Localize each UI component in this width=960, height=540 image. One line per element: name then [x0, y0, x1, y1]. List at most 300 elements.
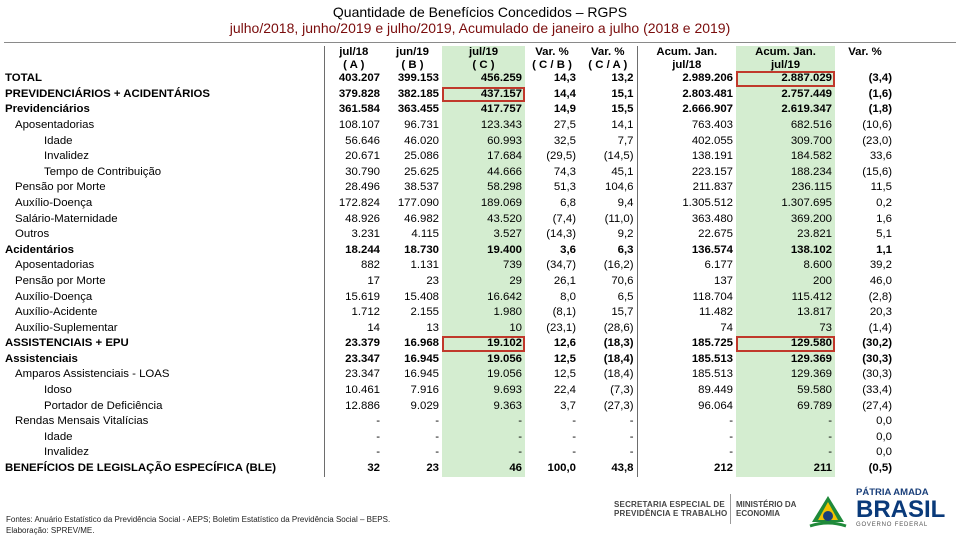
- row-label: Amparos Assistenciais - LOAS: [2, 367, 324, 383]
- cell-value: -: [572, 446, 576, 459]
- cell-value: 15.619: [345, 290, 380, 303]
- table-row: [2, 196, 895, 212]
- cell-value: (34,7): [546, 259, 576, 272]
- cell-value: 9.363: [442, 399, 525, 415]
- table-row: [2, 367, 895, 383]
- cell-value: 28.496: [345, 181, 380, 194]
- cell-value: -: [579, 445, 637, 461]
- cell-value: 399.153: [397, 72, 439, 85]
- cell-value: 89.449: [698, 384, 733, 397]
- cell-value: 223.157: [691, 165, 733, 178]
- cell-value: 13,2: [579, 71, 637, 87]
- cell-value: 185.725: [691, 337, 733, 350]
- cell-value: 96.731: [404, 118, 439, 131]
- cell-value: 17.684: [442, 149, 525, 165]
- cell-value: 6.177: [704, 259, 733, 272]
- cell-value: 3.527: [442, 227, 525, 243]
- cell-value: (23,0): [862, 134, 892, 147]
- cell-value: 70,6: [579, 274, 637, 290]
- cell-value: (30,3): [862, 368, 892, 381]
- cell-value: (33,4): [862, 384, 892, 397]
- brazil-flag-icon: [808, 492, 848, 530]
- table-row: [2, 118, 895, 134]
- cell-value: 137: [713, 274, 733, 287]
- col-header: jul/18: [339, 46, 369, 58]
- cell-value: 882: [360, 259, 380, 272]
- cell-value: 43.520: [442, 212, 525, 228]
- cell-value: 200: [736, 274, 835, 290]
- cell-value: 25.625: [404, 165, 439, 178]
- row-label: PREVIDENCIÁRIOS + ACIDENTÁRIOS: [2, 87, 324, 103]
- col-header: jul/19: [442, 46, 525, 59]
- cell-value: -: [376, 446, 380, 459]
- col-header: Var. %: [579, 46, 637, 59]
- cell-value: 7.916: [410, 384, 439, 397]
- table-row: [2, 212, 895, 228]
- cell-value: 1.307.695: [736, 196, 835, 212]
- table-row: [2, 461, 895, 477]
- cell-value: 23.347: [345, 352, 380, 365]
- secretaria-logo: [614, 500, 727, 518]
- cell-value: 1.712: [351, 306, 380, 319]
- cell-value: 16.968: [404, 337, 439, 350]
- cell-value: 138.102: [736, 243, 835, 259]
- cell-value: 15.408: [404, 290, 439, 303]
- cell-value: 0,0: [876, 430, 892, 443]
- cell-value: 32,5: [553, 134, 576, 147]
- row-label: Idoso: [2, 383, 324, 399]
- page-title: Quantidade de Benefícios Concedidos – RGPS: [332, 4, 628, 20]
- cell-value: 96.064: [698, 399, 733, 412]
- cell-value: (16,2): [579, 258, 637, 274]
- col-header: Var. %: [848, 46, 882, 58]
- row-label: Aposentadorias: [2, 118, 324, 134]
- brand-brasil: BRASIL: [856, 496, 946, 523]
- cell-value: 74: [720, 321, 733, 334]
- cell-value: 138.191: [691, 150, 733, 163]
- cell-value: -: [442, 414, 525, 430]
- table-row: [2, 71, 895, 87]
- footer-prepared: Elaboração: SPREV/ME.: [6, 526, 95, 535]
- cell-value: 30.790: [345, 165, 380, 178]
- cell-value: 1.980: [442, 305, 525, 321]
- cell-value: 1,6: [876, 212, 892, 225]
- table-row: [2, 274, 895, 290]
- cell-value: 15,1: [579, 87, 637, 103]
- row-label: TOTAL: [2, 71, 324, 87]
- cell-value: 1.305.512: [682, 196, 733, 209]
- cell-value: -: [579, 414, 637, 430]
- cell-value: -: [442, 445, 525, 461]
- row-label: Idade: [2, 134, 324, 150]
- brand-patria: PÁTRIA AMADA: [856, 487, 929, 498]
- logo-divider: [730, 494, 731, 524]
- cell-value: 16.945: [404, 368, 439, 381]
- cell-value: (11,0): [579, 212, 637, 228]
- cell-value: 19.056: [442, 352, 525, 368]
- cell-value: 7,7: [579, 134, 637, 150]
- cell-value: -: [572, 430, 576, 443]
- cell-value: 177.090: [397, 196, 439, 209]
- cell-value: -: [376, 430, 380, 443]
- cell-value: 39,2: [869, 259, 892, 272]
- cell-value: (15,6): [862, 165, 892, 178]
- cell-value: 16.945: [404, 352, 439, 365]
- cell-value: 129.580: [736, 336, 835, 352]
- secretaria-line2: PREVIDÊNCIA E TRABALHO: [614, 509, 728, 518]
- cell-value: (1,8): [868, 103, 892, 116]
- cell-value: -: [736, 414, 835, 430]
- col-subheader: ( C / A ): [579, 59, 637, 72]
- row-label: Auxílio-Doença: [2, 290, 324, 306]
- cell-value: 46,0: [869, 274, 892, 287]
- cell-value: 115.412: [736, 290, 835, 306]
- cell-value: -: [736, 430, 835, 446]
- cell-value: (29,5): [546, 150, 576, 163]
- row-label: Pensão por Morte: [2, 180, 324, 196]
- table-row: [2, 383, 895, 399]
- cell-value: 23.821: [736, 227, 835, 243]
- cell-value: 2.155: [410, 306, 439, 319]
- cell-value: 19.102: [442, 336, 525, 352]
- cell-value: 2.619.347: [736, 102, 835, 118]
- cell-value: 104,6: [579, 180, 637, 196]
- table-row: [2, 243, 895, 259]
- cell-value: 417.757: [442, 102, 525, 118]
- cell-value: 48.926: [345, 212, 380, 225]
- cell-value: 11,5: [870, 181, 892, 194]
- cell-value: 14,1: [579, 118, 637, 134]
- brand-governo: GOVERNO FEDERAL: [856, 522, 929, 528]
- cell-value: 46.982: [404, 212, 439, 225]
- cell-value: 1,1: [876, 243, 892, 256]
- cell-value: 2.757.449: [736, 87, 835, 103]
- cell-value: 129.369: [736, 352, 835, 368]
- cell-value: 23: [426, 462, 439, 475]
- cell-value: -: [729, 415, 733, 428]
- cell-value: 382.185: [397, 87, 439, 100]
- table-row: [2, 134, 895, 150]
- cell-value: 16.642: [442, 290, 525, 306]
- col-subheader: ( C ): [442, 59, 525, 72]
- cell-value: -: [572, 415, 576, 428]
- cell-value: (2,8): [868, 290, 892, 303]
- cell-value: 12,6: [553, 337, 576, 350]
- row-label: Auxílio-Doença: [2, 196, 324, 212]
- cell-value: (7,3): [579, 383, 637, 399]
- cell-value: 212: [713, 462, 733, 475]
- row-label: Invalidez: [2, 445, 324, 461]
- cell-value: 129.369: [736, 367, 835, 383]
- table-row: [2, 414, 895, 430]
- cell-value: 23.379: [345, 337, 380, 350]
- row-label: Auxílio-Acidente: [2, 305, 324, 321]
- cell-value: 29: [442, 274, 525, 290]
- cell-value: 3.231: [351, 228, 380, 241]
- row-label: Auxílio-Suplementar: [2, 321, 324, 337]
- cell-value: 172.824: [338, 196, 380, 209]
- cell-value: 9,2: [579, 227, 637, 243]
- cell-value: (14,5): [579, 149, 637, 165]
- cell-value: 11.482: [699, 306, 733, 319]
- table-row: [2, 87, 895, 103]
- cell-value: -: [376, 415, 380, 428]
- cell-value: 0,0: [876, 415, 892, 428]
- ministerio-line1: MINISTÉRIO DA: [736, 500, 797, 509]
- cell-value: 12.886: [345, 399, 380, 412]
- cell-value: (14,3): [546, 228, 576, 241]
- cell-value: 13.817: [736, 305, 835, 321]
- col-header: Acum. Jan.: [656, 46, 718, 58]
- cell-value: 20.671: [345, 150, 380, 163]
- cell-value: 8,0: [560, 290, 576, 303]
- cell-value: 45,1: [579, 165, 637, 181]
- cell-value: 3,7: [560, 399, 576, 412]
- cell-value: 1.131: [410, 259, 439, 272]
- cell-value: -: [442, 430, 525, 446]
- cell-value: 211.837: [692, 181, 733, 194]
- cell-value: 188.234: [736, 165, 835, 181]
- cell-value: -: [729, 446, 733, 459]
- cell-value: 44.666: [442, 165, 525, 181]
- cell-value: 9.693: [442, 383, 525, 399]
- cell-value: 379.828: [338, 87, 380, 100]
- cell-value: 51,3: [553, 181, 576, 194]
- cell-value: 363.480: [691, 212, 733, 225]
- cell-value: 0,2: [876, 196, 892, 209]
- cell-value: 361.584: [338, 103, 380, 116]
- cell-value: 108.107: [338, 118, 380, 131]
- ministerio-logo: [736, 500, 796, 518]
- cell-value: 6,3: [579, 243, 637, 259]
- table-row: [2, 445, 895, 461]
- cell-value: 189.069: [442, 196, 525, 212]
- row-label: Invalidez: [2, 149, 324, 165]
- cell-value: 5,1: [876, 228, 892, 241]
- cell-value: 402.055: [691, 134, 733, 147]
- cell-value: 403.207: [338, 72, 380, 85]
- cell-value: -: [579, 430, 637, 446]
- cell-value: 8.600: [736, 258, 835, 274]
- cell-value: 6,8: [560, 196, 576, 209]
- table-row: [2, 149, 895, 165]
- cell-value: 236.115: [736, 180, 835, 196]
- cell-value: 74,3: [553, 165, 576, 178]
- ministerio-line2: ECONOMIA: [736, 509, 780, 518]
- page-subtitle: julho/2018, junho/2019 e julho/2019, Acumulado de janeiro a julho (2018 e 2019): [229, 20, 731, 36]
- cell-value: 682.516: [736, 118, 835, 134]
- cell-value: 25.086: [404, 150, 439, 163]
- table-row: [2, 399, 895, 415]
- row-label: Acidentários: [2, 243, 324, 259]
- table-row: [2, 102, 895, 118]
- col-subheader: jul/18: [672, 58, 702, 71]
- table-row: [2, 430, 895, 446]
- cell-value: 2.666.907: [682, 103, 733, 116]
- col-header: jun/19: [396, 46, 429, 58]
- row-label: Previdenciários: [2, 102, 324, 118]
- row-label: Assistenciais: [2, 352, 324, 368]
- cell-value: 211: [736, 461, 835, 477]
- cell-value: 58.298: [442, 180, 525, 196]
- col-subheader: [835, 59, 895, 72]
- cell-value: 33,6: [869, 150, 892, 163]
- cell-value: (0,5): [868, 462, 892, 475]
- table-row: [2, 258, 895, 274]
- cell-value: 185.513: [691, 352, 733, 365]
- header-row-1: [2, 46, 895, 59]
- institution-logos: [612, 486, 956, 534]
- cell-value: 13: [426, 321, 439, 334]
- row-label: ASSISTENCIAIS + EPU: [2, 336, 324, 352]
- cell-value: 2.887.029: [736, 71, 835, 87]
- footer-source: Fontes: Anuário Estatístico da Previdência Social - AEPS; Boletim Estatístico da Previdência Social – BEPS.: [6, 515, 391, 524]
- cell-value: -: [729, 430, 733, 443]
- cell-value: 14: [367, 321, 380, 334]
- cell-value: (28,6): [579, 321, 637, 337]
- table-row: [2, 180, 895, 196]
- cell-value: (3,4): [868, 72, 892, 85]
- cell-value: 9,4: [579, 196, 637, 212]
- cell-value: 59.580: [736, 383, 835, 399]
- col-subheader: jul/19: [736, 59, 835, 72]
- cell-value: 184.582: [736, 149, 835, 165]
- cell-value: 10.461: [345, 384, 380, 397]
- cell-value: 100,0: [547, 462, 576, 475]
- row-label: Salário-Maternidade: [2, 212, 324, 228]
- cell-value: 369.200: [736, 212, 835, 228]
- cell-value: 763.403: [691, 118, 733, 131]
- cell-value: 69.789: [736, 399, 835, 415]
- col-subheader: ( B ): [401, 58, 424, 71]
- gov-brand: [856, 487, 956, 529]
- table-row: [2, 321, 895, 337]
- cell-value: (7,4): [552, 212, 576, 225]
- cell-value: 60.993: [442, 134, 525, 150]
- row-label: Portador de Deficiência: [2, 399, 324, 415]
- cell-value: 437.157: [442, 87, 525, 103]
- table-row: [2, 336, 895, 352]
- cell-value: 15,5: [579, 102, 637, 118]
- cell-value: (1,4): [868, 321, 892, 334]
- cell-value: 38.537: [404, 181, 439, 194]
- table-row: [2, 227, 895, 243]
- cell-value: 14,9: [553, 103, 576, 116]
- cell-value: 10: [442, 321, 525, 337]
- cell-value: (18,3): [579, 336, 637, 352]
- row-label: Idade: [2, 430, 324, 446]
- cell-value: 14,3: [553, 72, 576, 85]
- cell-value: 17: [367, 274, 380, 287]
- cell-value: 185.513: [691, 368, 733, 381]
- row-label: Aposentadorias: [2, 258, 324, 274]
- secretaria-line1: SECRETARIA ESPECIAL DE: [614, 500, 725, 509]
- cell-value: 18.244: [345, 243, 380, 256]
- cell-value: 32: [367, 462, 380, 475]
- cell-value: -: [435, 446, 439, 459]
- cell-value: 12,5: [553, 352, 576, 365]
- cell-value: 12,5: [553, 368, 576, 381]
- header-divider: [4, 42, 956, 43]
- cell-value: 43,8: [579, 461, 637, 477]
- cell-value: -: [435, 430, 439, 443]
- cell-value: 6,5: [579, 290, 637, 306]
- cell-value: (27,4): [862, 399, 892, 412]
- cell-value: (30,2): [862, 337, 892, 350]
- cell-value: 15,7: [579, 305, 637, 321]
- col-header: Acum. Jan.: [736, 46, 835, 59]
- cell-value: (23,1): [546, 321, 576, 334]
- row-label: Outros: [2, 227, 324, 243]
- table-row: [2, 352, 895, 368]
- cell-value: (30,3): [862, 352, 892, 365]
- cell-value: 46.020: [404, 134, 439, 147]
- header-row-2: [2, 59, 895, 72]
- cell-value: 22,4: [553, 384, 576, 397]
- cell-value: 23.347: [345, 368, 380, 381]
- header-blank: [2, 46, 324, 59]
- cell-value: (18,4): [579, 352, 637, 368]
- cell-value: -: [435, 415, 439, 428]
- cell-value: 4.115: [411, 228, 439, 241]
- cell-value: (10,6): [862, 118, 892, 131]
- table-row: [2, 165, 895, 181]
- cell-value: (18,4): [579, 367, 637, 383]
- row-label: Tempo de Contribuição: [2, 165, 324, 181]
- footer-notes: [6, 514, 390, 536]
- cell-value: 19.400: [442, 243, 525, 259]
- cell-value: (8,1): [552, 306, 576, 319]
- cell-value: 22.675: [698, 228, 733, 241]
- col-subheader: ( C / B ): [532, 58, 572, 71]
- row-label: Pensão por Morte: [2, 274, 324, 290]
- cell-value: 23: [426, 274, 439, 287]
- cell-value: 309.700: [736, 134, 835, 150]
- cell-value: (27,3): [579, 399, 637, 415]
- benefits-table: [2, 46, 895, 477]
- col-subheader: ( A ): [343, 58, 365, 71]
- cell-value: 123.343: [442, 118, 525, 134]
- cell-value: 27,5: [553, 118, 576, 131]
- cell-value: 3,6: [560, 243, 576, 256]
- cell-value: (1,6): [868, 87, 892, 100]
- cell-value: 0,0: [876, 446, 892, 459]
- table-row: [2, 305, 895, 321]
- cell-value: 363.455: [397, 103, 439, 116]
- cell-value: 20,3: [869, 306, 892, 319]
- cell-value: 9.029: [410, 399, 439, 412]
- cell-value: 136.574: [691, 243, 733, 256]
- cell-value: 18.730: [404, 243, 439, 256]
- cell-value: -: [736, 445, 835, 461]
- cell-value: 46: [442, 461, 525, 477]
- header-blank: [2, 59, 324, 72]
- col-header: Var. %: [535, 46, 569, 58]
- cell-value: 456.259: [442, 71, 525, 87]
- cell-value: 26,1: [553, 274, 576, 287]
- cell-value: 2.989.206: [682, 72, 733, 85]
- cell-value: 2.803.481: [682, 87, 733, 100]
- cell-value: 73: [736, 321, 835, 337]
- table-row: [2, 290, 895, 306]
- cell-value: 739: [442, 258, 525, 274]
- cell-value: 19.056: [442, 367, 525, 383]
- cell-value: 118.704: [692, 290, 733, 303]
- row-label: BENEFÍCIOS DE LEGISLAÇÃO ESPECÍFICA (BLE): [2, 461, 324, 477]
- cell-value: 56.646: [345, 134, 380, 147]
- row-label: Rendas Mensais Vitalícias: [2, 414, 324, 430]
- cell-value: 14,4: [553, 87, 576, 100]
